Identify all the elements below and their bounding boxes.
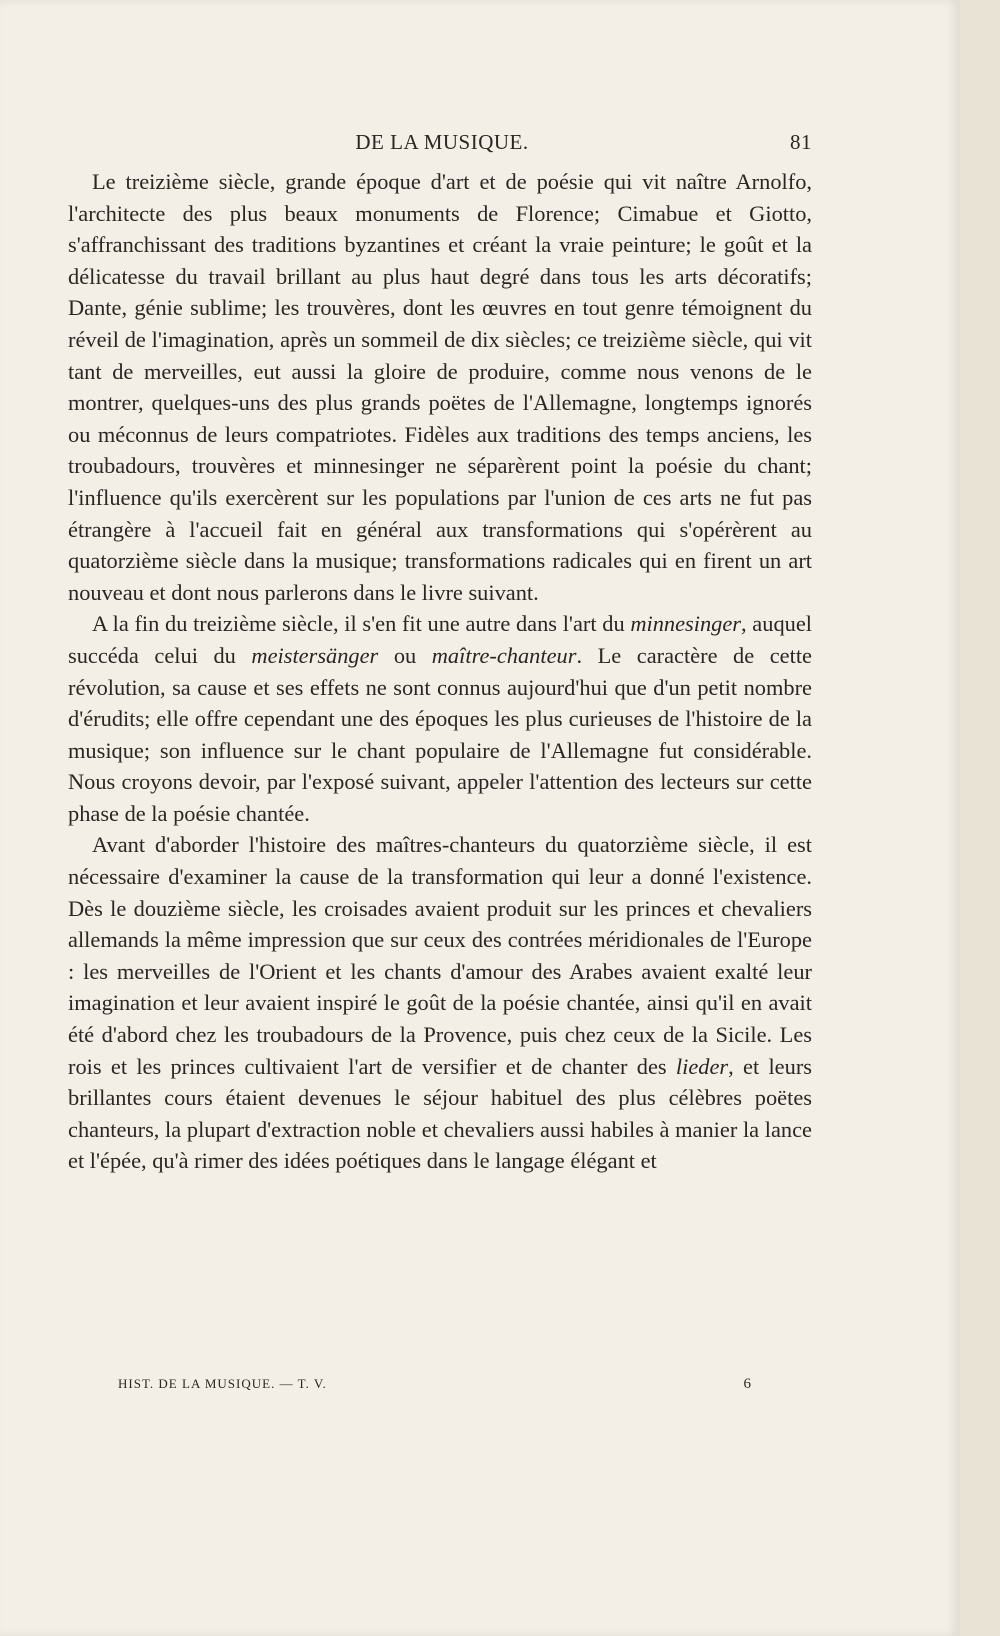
italic-term: lieder [675, 1053, 729, 1079]
text-run: . Le caractère de cette révolution, sa cause et ses effets ne sont connus aujourd'hui que d'un petit nombre d'érudits; elle offre cependant une des époques les plus curieuses de l'histoire de la musique; son influence sur le chant populaire de l'Allemagne fut considérable. Nous croyons devoir, par l'exposé suivant, appeler l'attention des lecteurs sur cette phase de la poésie chantée. [68, 642, 812, 826]
italic-term: minnesinger [630, 611, 742, 637]
italic-term: maître-chanteur [431, 642, 577, 668]
body-text [68, 166, 812, 1177]
text-run: Avant d'aborder l'histoire des maîtres-chanteurs du quatorzième siècle, il est nécessaire d'examiner la cause de la transformation qui leur a donné l'existence. Dès le douzième siècle, les croisades avaient produit sur les princes et chevaliers allemands la même impression que sur ceux des contrées méridionales de l'Europe : les merveilles de l'Orient et les chants d'amour des Arabes avaient exalté leur imagination et leur avaient inspiré le goût de la poésie chantée, ainsi qu'il en avait été d'abord chez les troubadours de la Provence, puis chez ceux de la Sicile. Les rois et les princes cultivaient l'art de versifier et de chanter des [68, 832, 812, 1079]
page-footer [118, 1376, 752, 1392]
running-title: DE LA MUSIQUE. [355, 130, 529, 154]
text-run: Le treizième siècle, grande époque d'art et de poésie qui vit naître Arnolfo, l'architecte des plus beaux monuments de Florence; Cimabue et Giotto, s'affranchissant des traditions byzantines et créant la vraie peinture; le goût et la délicatesse du travail brillant au plus haut degré dans tous les arts décoratifs; Dante, génie sublime; les trouvères, dont les œuvres en tout genre témoignent du réveil de l'imagination, après un sommeil de dix siècles; ce treizième siècle, qui vit tant de merveilles, eut aussi la gloire de produire, comme nous venons de le montrer, quelques-uns des plus grands poëtes de l'Allemagne, longtemps ignorés ou méconnus de leurs compatriotes. Fidèles aux traditions des temps anciens, les troubadours, trouvères et minnesinger ne séparèrent point la poésie du chant; l'influence qu'ils exercèrent sur les populations par l'union de ces arts ne fut pas étrangère à l'accueil fait en général aux transformations qui s'opérèrent au quatorzième siècle dans la musique; transformations radicales qui en firent un art nouveau et dont nous parlerons dans le livre suivant. [68, 169, 812, 605]
text-run: , et leurs brillantes cours étaient devenues le séjour habituel des plus célèbres poëtes chanteurs, la plupart d'extraction noble et chevaliers aussi habiles à manier la lance et l'épée, qu'à rimer des idées poétiques dans le langage élégant et [68, 1053, 812, 1174]
running-head [72, 130, 812, 160]
text-run: ou [378, 642, 432, 668]
page-number: 81 [790, 130, 812, 154]
book-reference: HIST. DE LA MUSIQUE. — T. V. [118, 1376, 327, 1391]
text-run: , auquel succéda celui du [68, 611, 812, 668]
text-run: A la fin du treizième siècle, il s'en fit une autre dans l'art du [92, 611, 631, 637]
signature-mark: 6 [743, 1376, 752, 1392]
paragraph [68, 608, 812, 829]
paragraph [68, 166, 812, 608]
italic-term: meistersänger [251, 642, 379, 668]
paragraph [68, 829, 812, 1177]
